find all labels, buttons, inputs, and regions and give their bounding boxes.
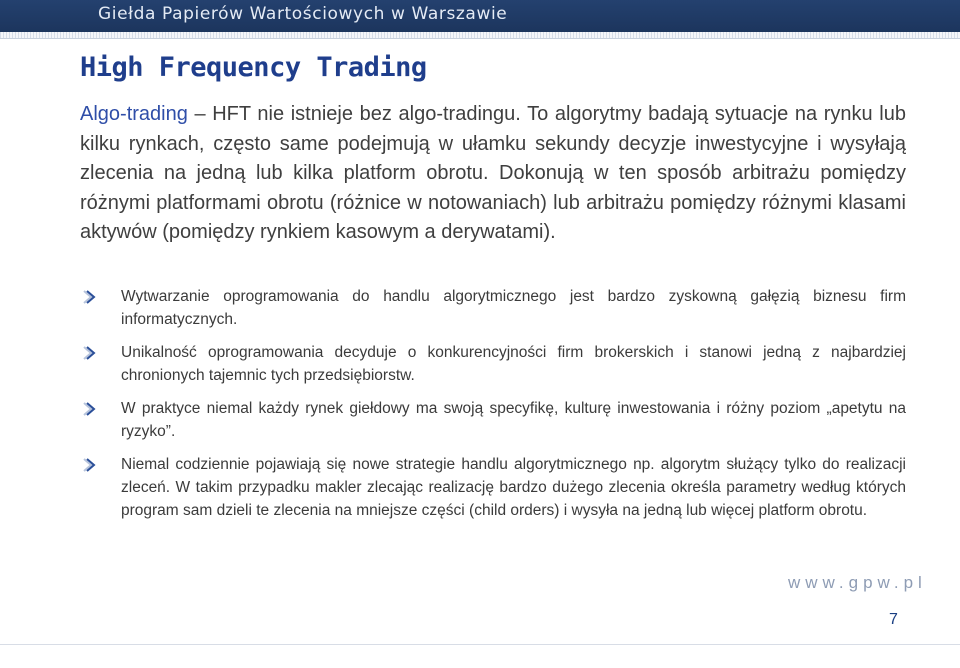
footer-divider: [0, 644, 960, 645]
stacked-chevron-bullet-icon: [82, 345, 98, 361]
header-stripe: [0, 32, 960, 39]
list-item: [80, 453, 906, 522]
list-item: [80, 285, 906, 331]
list-item: [80, 341, 906, 387]
stacked-chevron-bullet-icon: [82, 457, 98, 473]
page-number: 7: [889, 611, 898, 628]
intro-paragraph: [80, 100, 906, 248]
bullet-list: [80, 285, 906, 532]
stacked-chevron-bullet-icon: [82, 289, 98, 305]
list-item: [80, 397, 906, 443]
list-item-text: Wytwarzanie oprogramowania do handlu algorytmicznego jest bardzo zyskowną gałęzią biznesu firm informatycznych.: [121, 288, 906, 328]
list-item-text: Niemal codziennie pojawiają się nowe strategie handlu algorytmicznego np. algorytm służący tylko do realizacji zleceń. W takim przypadku makler zlecając realizację bardzo dużego zlecenia określa parametry według których program sam dzieli te zlecenia na mniejsze części (child orders) i wysyła na jedną lub więcej platform obrotu.: [121, 456, 906, 519]
organization-name: Giełda Papierów Wartościowych w Warszawie: [98, 4, 508, 24]
stacked-chevron-bullet-icon: [82, 401, 98, 417]
intro-text: – HFT nie istnieje bez algo-tradingu. To algorytmy badają sytuacje na rynku lub kilku rynkach, często same podejmują w ułamku sekundy decyzje inwestycyjne i wysyłają zlecenia na jedną lub kilka platform obrotu. Dokonują w ten sposób arbitrażu pomiędzy różnymi platformami obrotu (różnice w notowaniach) lub arbitrażu pomiędzy różnymi klasami aktywów (pomiędzy rynkiem kasowym a derywatami).: [80, 103, 906, 243]
header-bar: [0, 0, 960, 32]
list-item-text: W praktyce niemal każdy rynek giełdowy ma swoją specyfikę, kulturę inwestowania i różny poziom „apetytu na ryzyko”.: [121, 400, 906, 440]
list-item-text: Unikalność oprogramowania decyduje o konkurencyjności firm brokerskich i stanowi jedną z najbardziej chronionych tajemnic tych przedsiębiorstw.: [121, 344, 906, 384]
footer-url: www.gpw.pl: [788, 573, 927, 592]
intro-term: Algo-trading: [80, 103, 188, 125]
slide-title: High Frequency Trading: [80, 52, 427, 83]
